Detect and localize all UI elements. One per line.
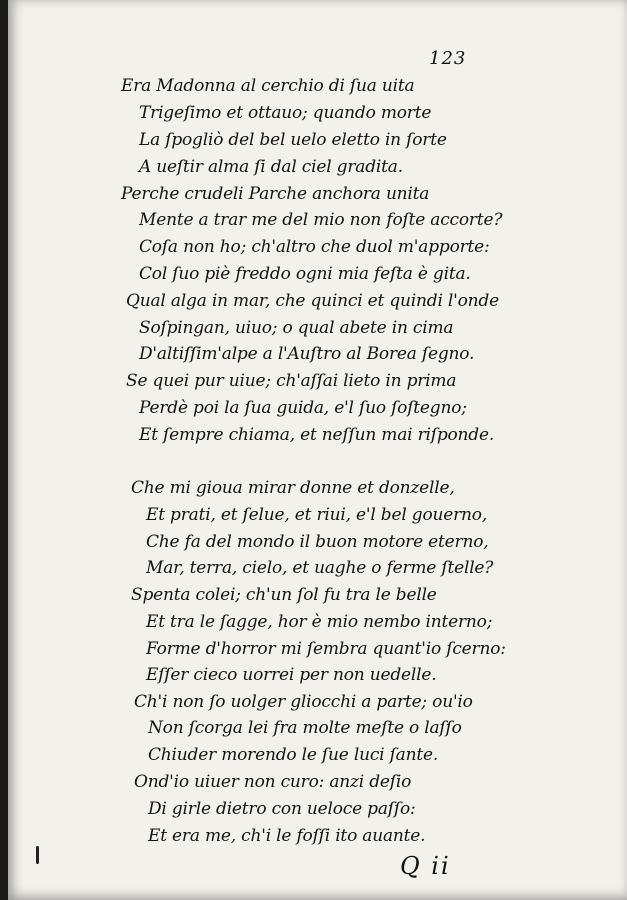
verse-line: Di girle dietro con ueloce paſſo: <box>148 799 416 819</box>
verse-line: Eſſer cieco uorrei per non uedelle. <box>146 665 437 685</box>
verse-line: Et ſempre chiama, et neſſun mai riſponde. <box>139 425 495 445</box>
verse-line: Forme d'horror mi ſembra quant'io ſcerno: <box>146 639 506 659</box>
verse-line: Mar, terra, cielo, et uaghe o ferme ſtelle? <box>146 558 494 578</box>
verse-line: Coſa non ho; ch'altro che duol m'apporte: <box>139 237 490 257</box>
verse-line: Ond'io uiuer non curo: anzi deſio <box>134 772 412 792</box>
verse-line: Non ſcorga lei fra molte meſte o laſſo <box>148 718 462 738</box>
ink-mark <box>36 846 39 864</box>
verse-line: D'altiſſim'alpe a l'Auſtro al Borea ſegno. <box>139 344 475 364</box>
signature-mark: Q ii <box>400 852 451 880</box>
verse-line: Qual alga in mar, che quinci et quindi l'onde <box>126 291 499 311</box>
verse-line: Mente a trar me del mio non foſte accorte? <box>139 210 503 230</box>
verse-line: Che fa del mondo il buon motore eterno, <box>146 532 489 552</box>
verse-line: La ſpogliò del bel uelo eletto in ſorte <box>139 130 447 150</box>
book-page <box>8 0 627 900</box>
verse-line: Et tra le ſagge, hor è mio nembo interno; <box>146 612 493 632</box>
verse-line: Che mi gioua mirar donne et donzelle, <box>131 478 455 498</box>
verse-line: Ch'i non ſo uolger gliocchi a parte; ou'io <box>134 692 473 712</box>
verse-line: Et era me, ch'i le foſſi ito auante. <box>148 826 426 846</box>
verse-line: Era Madonna al cerchio di ſua uita <box>121 76 415 96</box>
verse-line: Spenta colei; ch'un ſol fu tra le belle <box>131 585 437 605</box>
verse-line: Perdè poi la ſua guida, e'l ſuo ſoſtegno; <box>139 398 467 418</box>
verse-line: Et prati, et ſelue, et riui, e'l bel gouerno, <box>146 505 488 525</box>
verse-line: Col ſuo piè freddo ogni mia feſta è gita. <box>139 264 471 284</box>
verse-line: Perche crudeli Parche anchora unita <box>121 184 430 204</box>
verse-line: A ueſtir alma ſi dal ciel gradita. <box>139 157 403 177</box>
verse-line: Soſpingan, uiuo; o qual abete in cima <box>139 318 454 338</box>
verse-line: Chiuder morendo le ſue luci ſante. <box>148 745 439 765</box>
verse-line: Trigeſimo et ottauo; quando morte <box>139 103 432 123</box>
page-number: 123 <box>429 48 467 69</box>
verse-line: Se quei pur uiue; ch'aſſai lieto in prima <box>126 371 457 391</box>
